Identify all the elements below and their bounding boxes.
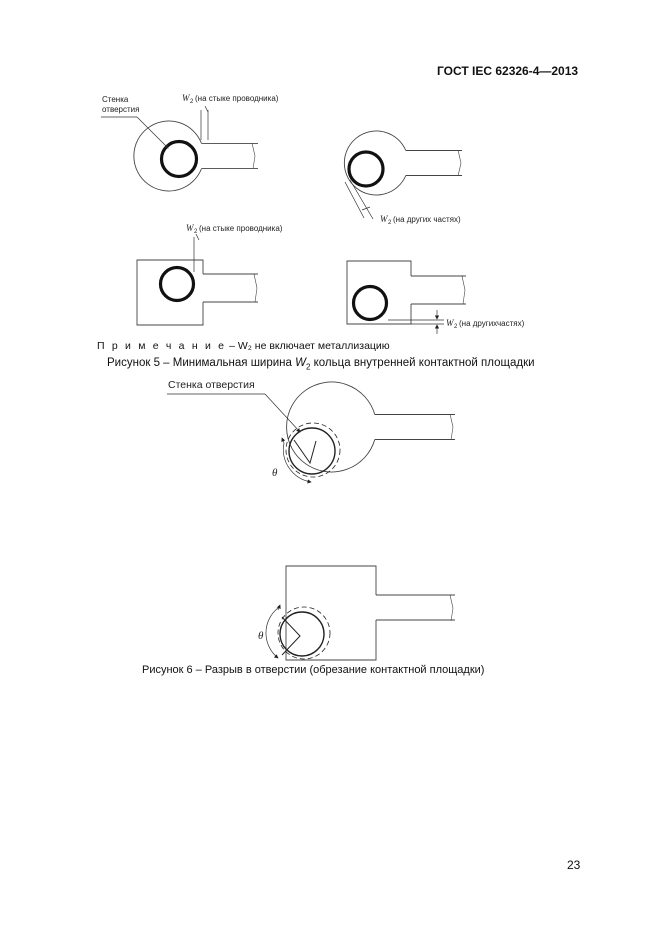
fig6-pad-circular xyxy=(287,382,455,472)
fig5-pad-square-offset xyxy=(347,261,466,324)
fig5-w2-symbol-a: W xyxy=(182,93,190,103)
caption5-sub: 2 xyxy=(305,362,311,372)
note-text: – W₂ не включает металлизацию xyxy=(226,340,390,352)
fig6-pad-square xyxy=(286,566,455,660)
fig5-w2-sub-b: 2 xyxy=(388,220,392,226)
fig6-hole-top xyxy=(286,423,340,477)
fig5-junction-label-a: (на стыке проводника) xyxy=(195,94,279,103)
page-number: 23 xyxy=(567,858,581,872)
fig5-w2-sub-d: 2 xyxy=(454,324,458,330)
note-prefix: П р и м е ч а н и е xyxy=(97,340,227,352)
fig5-other-label-b: (на другихчастях) xyxy=(459,319,525,328)
fig5-w2-symbol-c: W xyxy=(186,223,194,233)
fig5-w2-symbol-d: W xyxy=(446,318,454,328)
fig5-wall-label-1: Стенка xyxy=(102,95,129,104)
caption5-suffix: кольца внутренней контактной площадки xyxy=(310,357,535,369)
figure5-note xyxy=(97,340,390,352)
figure5-caption xyxy=(107,357,535,371)
fig5-wall-label-2: отверстия xyxy=(102,105,140,114)
fig5-hole-offset xyxy=(349,152,383,186)
fig6-theta-bottom: θ xyxy=(258,630,264,642)
fig5-w2-sub-c: 2 xyxy=(194,229,198,235)
document-header: ГОСТ IEC 62326-4—2013 xyxy=(437,64,579,78)
caption5-symbol: W xyxy=(295,357,306,369)
fig6-theta-top: θ xyxy=(272,467,278,479)
fig5-hole-square-offset xyxy=(354,287,387,320)
fig5-other-label-a: (на других частях) xyxy=(393,215,461,224)
figure6-caption: Рисунок 6 – Разрыв в отверстии (обрезание контактной площадки) xyxy=(142,664,485,676)
fig5-w2-symbol-b: W xyxy=(380,214,388,224)
fig5-hole-square-centered xyxy=(161,268,194,301)
caption5-prefix: Рисунок 5 – Минимальная ширина xyxy=(107,357,296,369)
fig6-wall-label: Стенка отверстия xyxy=(168,379,255,391)
fig5-pad-square-centered xyxy=(137,260,258,325)
fig5-w2-sub-a: 2 xyxy=(190,99,194,105)
fig5-junction-label-b: (на стыке проводника) xyxy=(199,224,283,233)
